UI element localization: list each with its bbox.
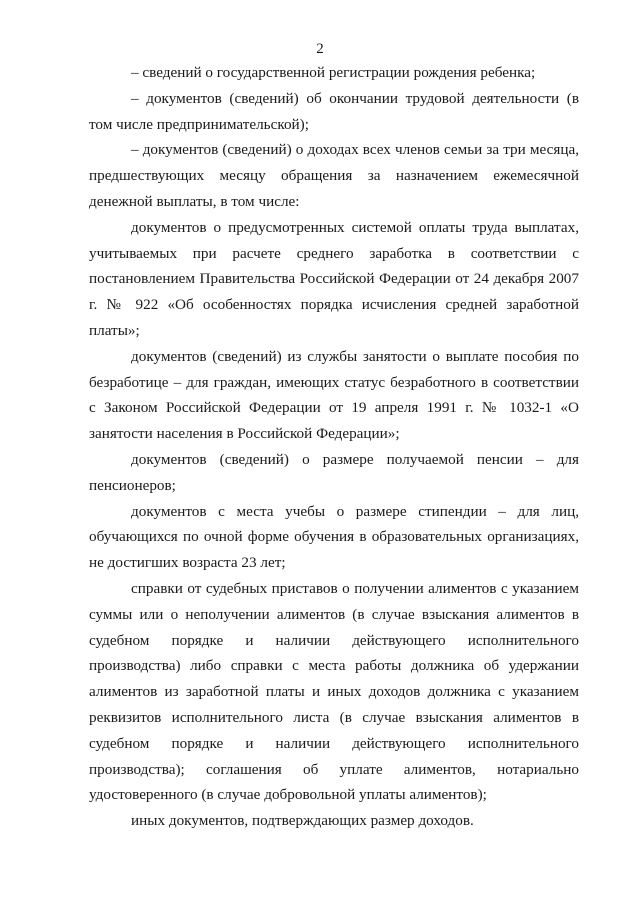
paragraph-salary-payments: документов о предусмотренных системой оплаты труда выплатах, учитываемых при расчете среднего заработка в соответствии с постановлением Правительства Российской Федерации от 24 декабря 2007 г. № 922 «Об особенностях порядка исчисления средней заработной платы»; — [89, 218, 579, 339]
paragraph-family-income: – документов (сведений) о доходах всех членов семьи за три месяца, предшествующих месяцу обращения за назначением ежемесячной денежной выплаты, в том числе: — [89, 141, 579, 210]
paragraph-other-documents: иных документов, подтверждающих размер доходов. — [131, 812, 474, 830]
paragraph-alimony: справки от судебных приставов о получении алиментов с указанием суммы или о неполучении алиментов (в случае взыскания алиментов в судебном порядке и наличии действующего исполнительного производства) либо справки с места работы должника об удержании алиментов из заработной платы и иных доходов должника с указанием реквизитов исполнительного листа (в случае взыскания алиментов в судебном порядке и наличии действующего исполнительного производства); соглашения об уплате алиментов, нотариально удостоверенного (в случае добровольной уплаты алиментов); — [89, 579, 579, 804]
paragraph-birth-registration: – сведений о государственной регистрации рождения ребенка; — [131, 64, 536, 81]
document-body — [89, 60, 579, 834]
paragraph-unemployment-benefit: документов (сведений) из службы занятости о выплате пособия по безработице – для граждан, имеющих статус безработного в соответствии с Законом Российской Федерации от 19 апреля 1991 г. № 1032-1 «О занятости населения в Российской Федерации»; — [89, 347, 579, 443]
paragraph-pension: документов (сведений) о размере получаемой пенсии – для пенсионеров; — [89, 450, 579, 494]
paragraph-end-of-employment: – документов (сведений) об окончании трудовой деятельности (в том числе предпринимательской); — [89, 89, 579, 133]
page-number: 2 — [316, 41, 324, 57]
paragraph-scholarship: документов с места учебы о размере стипендии – для лиц, обучающихся по очной форме обучения в образовательных организациях, не достигших возраста 23 лет; — [89, 502, 579, 572]
